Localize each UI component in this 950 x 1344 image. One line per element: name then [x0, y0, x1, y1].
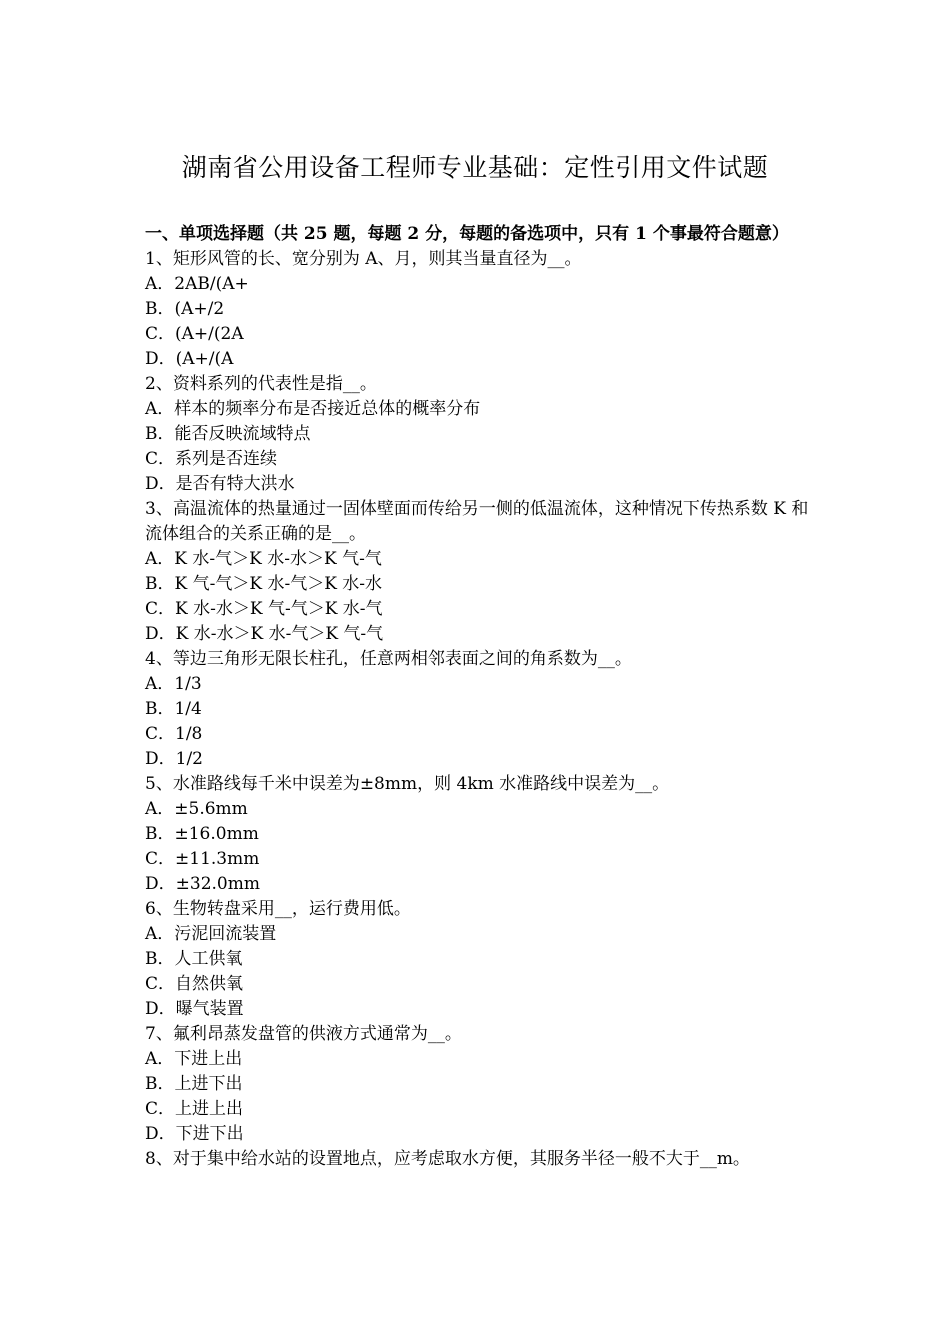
answer-option: A．±5.6mm [145, 799, 248, 819]
question-list [145, 247, 810, 1172]
question-1 [145, 247, 810, 372]
answer-option: B．人工供氧 [145, 949, 243, 969]
question-2 [145, 372, 810, 497]
question-text: 6、生物转盘采用__，运行费用低。 [145, 899, 411, 919]
answer-option: D．±32.0mm [145, 874, 260, 894]
question-text: 8、对于集中给水站的设置地点，应考虑取水方便，其服务半径一般不大于__m。 [145, 1149, 750, 1169]
answer-option: D．曝气装置 [145, 999, 244, 1019]
section-heading: 一、单项选择题（共 25 题，每题 2 分，每题的备选项中，只有 1 个事最符合题意） [145, 224, 789, 244]
question-text: 5、水准路线每千米中误差为±8mm，则 4km 水准路线中误差为__。 [145, 774, 670, 794]
question-6 [145, 897, 810, 1022]
answer-option: D．下进下出 [145, 1124, 244, 1144]
answer-option: B．上进下出 [145, 1074, 243, 1094]
answer-option: A．K 水-气＞K 水-水＞K 气-气 [145, 549, 382, 569]
question-text: 7、氟利昂蒸发盘管的供液方式通常为__。 [145, 1024, 462, 1044]
answer-option: A．2AB/(A+ [145, 274, 249, 294]
answer-option: B．(A+/2 [145, 299, 225, 319]
answer-option: A．下进上出 [145, 1049, 243, 1069]
answer-option: D．1/2 [145, 749, 203, 769]
document-body [145, 222, 810, 1172]
answer-option: B．±16.0mm [145, 824, 259, 844]
answer-option: D．是否有特大洪水 [145, 474, 295, 494]
answer-option: C．上进上出 [145, 1099, 244, 1119]
question-text: 4、等边三角形无限长柱孔，任意两相邻表面之间的角系数为__。 [145, 649, 632, 669]
answer-option: D．K 水-水＞K 水-气＞K 气-气 [145, 624, 384, 644]
answer-option: D．(A+/(A [145, 349, 234, 369]
question-text: 1、矩形风管的长、宽分别为 A、月，则其当量直径为__。 [145, 249, 582, 269]
question-3 [145, 497, 810, 647]
question-text: 3、高温流体的热量通过一固体壁面而传给另一侧的低温流体，这种情况下传热系数 K 和流体组合的关系正确的是__。 [145, 499, 809, 544]
question-8 [145, 1147, 810, 1172]
answer-option: C．系列是否连续 [145, 449, 278, 469]
answer-option: B．能否反映流域特点 [145, 424, 311, 444]
answer-option: C．自然供氧 [145, 974, 244, 994]
answer-option: C．(A+/(2A [145, 324, 244, 344]
answer-option: C．K 水-水＞K 气-气＞K 水-气 [145, 599, 383, 619]
answer-option: B．K 气-气＞K 水-气＞K 水-水 [145, 574, 383, 594]
question-5 [145, 772, 810, 897]
document-title: 湖南省公用设备工程师专业基础：定性引用文件试题 [181, 153, 769, 182]
answer-option: C．±11.3mm [145, 849, 260, 869]
answer-option: A．样本的频率分布是否接近总体的概率分布 [145, 399, 481, 419]
question-4 [145, 647, 810, 772]
question-text: 2、资料系列的代表性是指__。 [145, 374, 377, 394]
answer-option: A．1/3 [145, 674, 202, 694]
answer-option: C．1/8 [145, 724, 203, 744]
question-7 [145, 1022, 810, 1147]
answer-option: A．污泥回流装置 [145, 924, 277, 944]
answer-option: B．1/4 [145, 699, 202, 719]
